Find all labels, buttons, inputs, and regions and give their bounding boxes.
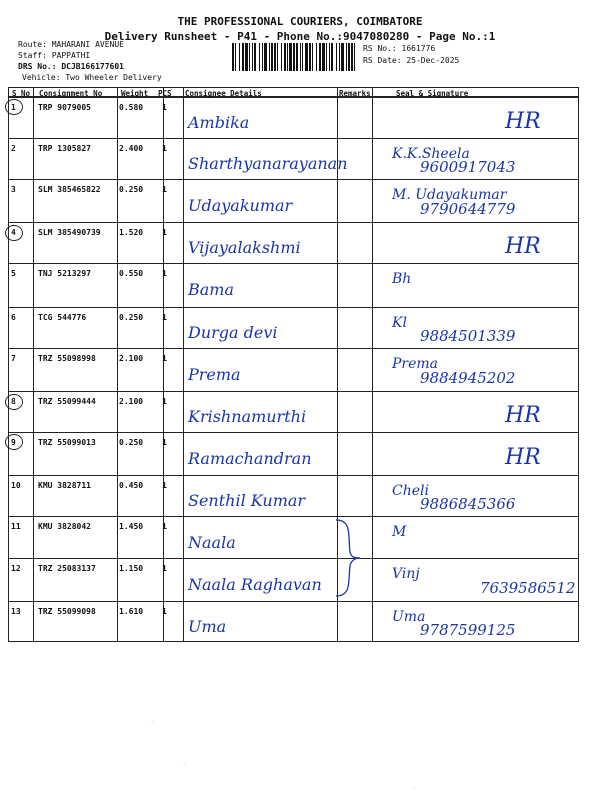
row-consignment-no: TCG 544776	[38, 313, 87, 322]
barcode-bar	[254, 43, 256, 71]
row-consignee-handwritten: Krishnamurthi	[188, 407, 307, 426]
barcode-bar	[232, 43, 234, 71]
row-consignee-handwritten: Sharthyanarayanan	[188, 154, 348, 173]
barcode-bar	[329, 43, 330, 71]
barcode-bar	[284, 43, 286, 71]
route-info: Route: MAHARANI AVENUE	[18, 40, 124, 49]
row-consignment-no: KMU 3828711	[38, 481, 91, 490]
barcode-bar	[309, 43, 311, 71]
barcode-bar	[322, 43, 325, 71]
barcode-bar	[348, 43, 350, 71]
barcode-bar	[331, 43, 333, 71]
scan-speck: ·	[412, 784, 417, 792]
barcode-bar	[339, 43, 340, 71]
row-consignee-handwritten: Udayakumar	[188, 196, 293, 215]
row-pcs: 1	[162, 144, 167, 153]
row-consignment-no: TRZ 55099098	[38, 607, 96, 616]
row-weight: 0.580	[119, 103, 144, 112]
brace-mark	[330, 518, 364, 598]
row-weight: 1.150	[119, 564, 144, 573]
row-sno: 10	[11, 481, 21, 490]
barcode-bar	[289, 43, 292, 71]
row-sno: 9	[11, 438, 16, 447]
barcode-bar	[269, 43, 270, 71]
row-consignment-no: SLM 385490739	[38, 228, 101, 237]
row-pcs: 1	[162, 438, 167, 447]
row-signature: Prema	[392, 356, 439, 372]
row-phone-handwritten: 7639586512	[480, 579, 576, 597]
sno-circle-mark	[5, 394, 23, 410]
barcode	[232, 43, 360, 71]
row-weight: 2.400	[119, 144, 144, 153]
barcode-bar	[259, 43, 260, 71]
barcode-bar	[346, 43, 347, 71]
row-signature: Cheli	[392, 483, 429, 499]
row-signature: HR	[505, 403, 541, 428]
row-consignee-handwritten: Prema	[188, 365, 241, 384]
drs-info: DRS No.: DCJB166177601	[18, 62, 124, 71]
sno-circle-mark	[5, 99, 23, 115]
table-row	[8, 517, 579, 559]
row-sno: 6	[11, 313, 16, 322]
row-consignee-handwritten: Senthil Kumar	[188, 491, 306, 510]
row-pcs: 1	[162, 522, 167, 531]
barcode-bar	[354, 43, 355, 71]
row-signature: HR	[505, 109, 541, 134]
row-consignment-no: TRP 9079005	[38, 103, 91, 112]
row-weight: 1.610	[119, 607, 144, 616]
barcode-bar	[277, 43, 278, 71]
scan-speck: ·	[150, 718, 155, 726]
row-weight: 0.250	[119, 313, 144, 322]
col-consignment: Consignment No	[39, 89, 103, 98]
barcode-bar	[341, 43, 344, 71]
row-sno: 11	[11, 522, 21, 531]
barcode-bar	[293, 43, 295, 71]
scan-speck: ·	[182, 760, 187, 768]
row-consignee-handwritten: Ramachandran	[188, 449, 312, 468]
rs-number: RS No.: 1661776	[363, 44, 436, 53]
row-consignment-no: TRZ 25083137	[38, 564, 96, 573]
col-remarks: Remarks	[339, 89, 371, 98]
row-consignment-no: SLM 385465822	[38, 185, 101, 194]
row-signature: Bh	[392, 271, 412, 287]
barcode-bar	[235, 43, 236, 71]
row-sno: 8	[11, 397, 16, 406]
barcode-bar	[312, 43, 313, 71]
col-pcs: PCS	[158, 89, 172, 98]
row-sno: 1	[11, 103, 16, 112]
row-consignee-handwritten: Naala Raghavan	[188, 575, 322, 594]
row-weight: 0.250	[119, 185, 144, 194]
barcode-bar	[300, 43, 301, 71]
col-seal: Seal & Signature	[396, 89, 469, 98]
table-row	[8, 98, 579, 139]
row-sno: 5	[11, 269, 16, 278]
barcode-bar	[296, 43, 298, 71]
row-sno: 12	[11, 564, 21, 573]
col-sno: S No	[12, 89, 31, 98]
rs-date: RS Date: 25-Dec-2025	[363, 56, 460, 65]
row-sno: 13	[11, 607, 21, 616]
barcode-bar	[287, 43, 288, 71]
row-weight: 2.100	[119, 354, 144, 363]
row-consignment-no: TRZ 55098998	[38, 354, 96, 363]
row-signature: K.K.Sheela	[392, 146, 470, 162]
row-phone-handwritten: 9790644779	[420, 200, 516, 218]
barcode-bar	[242, 43, 244, 71]
row-weight: 0.550	[119, 269, 144, 278]
row-consignee-handwritten: Ambika	[188, 113, 250, 132]
row-signature: Kl	[392, 315, 407, 331]
barcode-bar	[274, 43, 276, 71]
row-pcs: 1	[162, 185, 167, 194]
row-signature: Uma	[392, 609, 426, 625]
row-phone-handwritten: 9787599125	[420, 621, 516, 639]
barcode-bar	[252, 43, 253, 71]
row-pcs: 1	[162, 397, 167, 406]
barcode-bar	[336, 43, 337, 71]
barcode-bar	[239, 43, 240, 71]
sno-circle-mark	[5, 225, 23, 241]
row-sno: 4	[11, 228, 16, 237]
table-row	[8, 264, 579, 308]
vehicle-info: Vehicle: Two Wheeler Delivery	[22, 73, 162, 82]
sno-circle-mark	[5, 434, 23, 450]
row-pcs: 1	[162, 354, 167, 363]
row-consignment-no: KMU 3828042	[38, 522, 91, 531]
row-sno: 2	[11, 144, 16, 153]
barcode-bar	[249, 43, 250, 71]
row-consignment-no: TNJ 5213297	[38, 269, 91, 278]
col-consignee: Consignee Details	[185, 89, 262, 98]
barcode-bar	[319, 43, 321, 71]
row-weight: 2.100	[119, 397, 144, 406]
row-pcs: 1	[162, 103, 167, 112]
row-signature: M	[392, 524, 407, 540]
col-weight: Weight	[121, 89, 149, 98]
row-signature: M. Udayakumar	[392, 187, 507, 203]
row-consignment-no: TRP 1305827	[38, 144, 91, 153]
row-consignee-handwritten: Naala	[188, 533, 236, 552]
barcode-bar	[326, 43, 327, 71]
row-consignee-handwritten: Bama	[188, 280, 235, 299]
row-weight: 0.450	[119, 481, 144, 490]
barcode-bar	[305, 43, 308, 71]
barcode-bar	[302, 43, 303, 71]
row-pcs: 1	[162, 228, 167, 237]
row-sno: 3	[11, 185, 16, 194]
row-consignee-handwritten: Uma	[188, 617, 227, 636]
row-pcs: 1	[162, 269, 167, 278]
barcode-bar	[316, 43, 317, 71]
row-sno: 7	[11, 354, 16, 363]
row-consignee-handwritten: Vijayalakshmi	[188, 238, 301, 257]
row-consignee-handwritten: Durga devi	[188, 323, 278, 342]
barcode-bar	[245, 43, 248, 71]
staff-info: Staff: PAPPATHI	[18, 51, 91, 60]
barcode-bar	[262, 43, 263, 71]
row-weight: 1.450	[119, 522, 144, 531]
row-signature: HR	[505, 445, 541, 470]
row-signature: Vinj	[392, 566, 420, 582]
runsheet-title: Delivery Runsheet - P41 - Phone No.:9047080280 - Page No.:1	[104, 30, 496, 43]
row-pcs: 1	[162, 607, 167, 616]
barcode-bar	[351, 43, 353, 71]
row-consignment-no: TRZ 55099444	[38, 397, 96, 406]
row-weight: 0.250	[119, 438, 144, 447]
row-pcs: 1	[162, 481, 167, 490]
row-phone-handwritten: 9884501339	[420, 327, 516, 345]
barcode-bar	[264, 43, 267, 71]
barcode-bar	[271, 43, 273, 71]
barcode-bar	[281, 43, 282, 71]
company-title: THE PROFESSIONAL COURIERS, COIMBATORE	[177, 15, 423, 28]
row-signature: HR	[505, 234, 541, 259]
row-phone-handwritten: 9884945202	[420, 369, 516, 387]
row-phone-handwritten: 9600917043	[420, 158, 516, 176]
row-pcs: 1	[162, 564, 167, 573]
row-pcs: 1	[162, 313, 167, 322]
row-phone-handwritten: 9886845366	[420, 495, 516, 513]
row-weight: 1.520	[119, 228, 144, 237]
row-consignment-no: TRZ 55099013	[38, 438, 96, 447]
